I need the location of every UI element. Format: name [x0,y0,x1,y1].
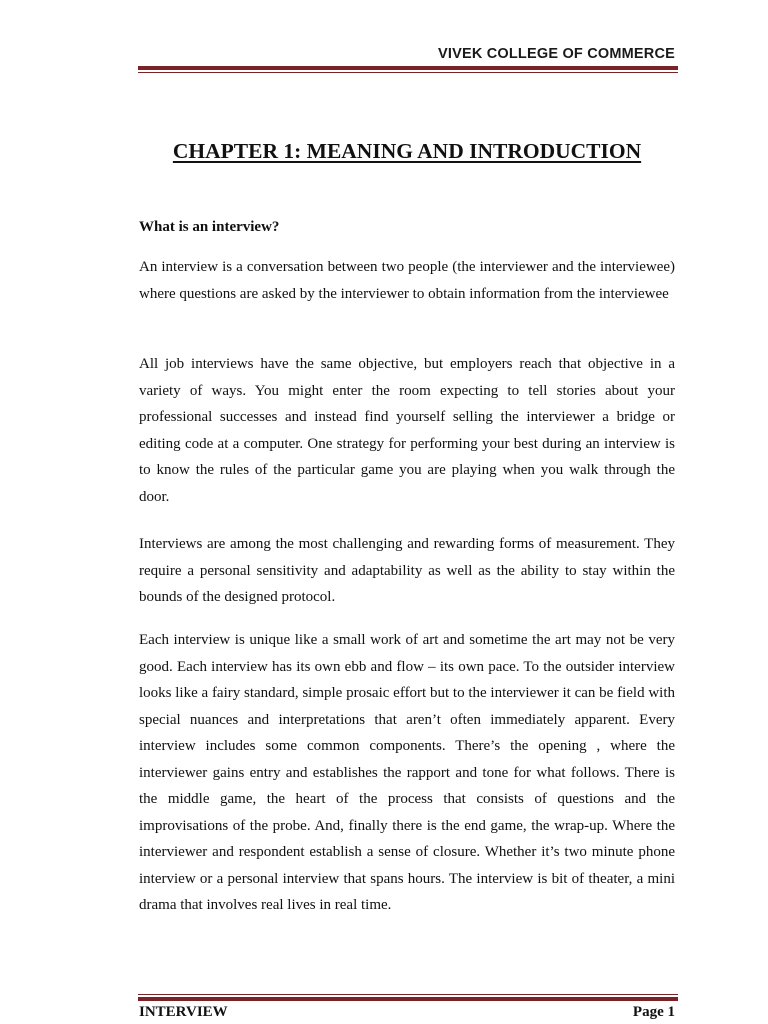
footer-rule [138,994,678,1001]
page-number: Page 1 [632,1004,675,1020]
paragraph-1 [139,254,675,307]
paragraph-text: Each interview is unique like a small work of art and sometime the art may not be very good. Each interview has its own ebb and flow – its own pace. To the outsider interview looks like a fairy standard, simple prosaic effort but to the interviewer it can be field with special nuances and interpretations that aren’t often immediately apparent. Every interview includes some common components. There’s the opening , where the interviewer gains entry and establishes the rapport and tone for what follows. There is the middle game, the heart of the process that consists of questions and the improvisations of the probe. And, finally there is the end game, the wrap-up. Where the interviewer and respondent establish a sense of closure. Whether it’s two minute phone interview or a personal interview that spans hours. The interview is bit of theater, a mini drama that involves real lives in real time. [139,632,675,913]
header-rule [138,66,678,73]
section-heading: What is an interview? [139,219,280,235]
paragraph-4 [139,627,675,919]
paragraph-text: Interviews are among the most challenging and rewarding forms of measurement. They require a personal sensitivity and adaptability as well as the ability to stay within the bounds of the designed protocol. [139,536,675,605]
chapter-title: CHAPTER 1: MEANING AND INTRODUCTION [172,139,642,163]
paragraph-2 [139,351,675,510]
paragraph-text: An interview is a conversation between two people (the interviewer and the interviewee) where questions are asked by the interviewer to obtain information from the interviewee [139,259,675,302]
running-header: VIVEK COLLEGE OF COMMERCE [437,46,675,62]
paragraph-text: All job interviews have the same objective, but employers reach that objective in a variety of ways. You might enter the room expecting to tell stories about your professional successes and instead find yourself selling the interviewer a bridge or editing code at a computer. One strategy for performing your best during an interview is to know the rules of the particular game you are playing when you walk through the door. [139,356,675,505]
paragraph-3 [139,531,675,611]
footer-title: INTERVIEW [139,1004,228,1020]
